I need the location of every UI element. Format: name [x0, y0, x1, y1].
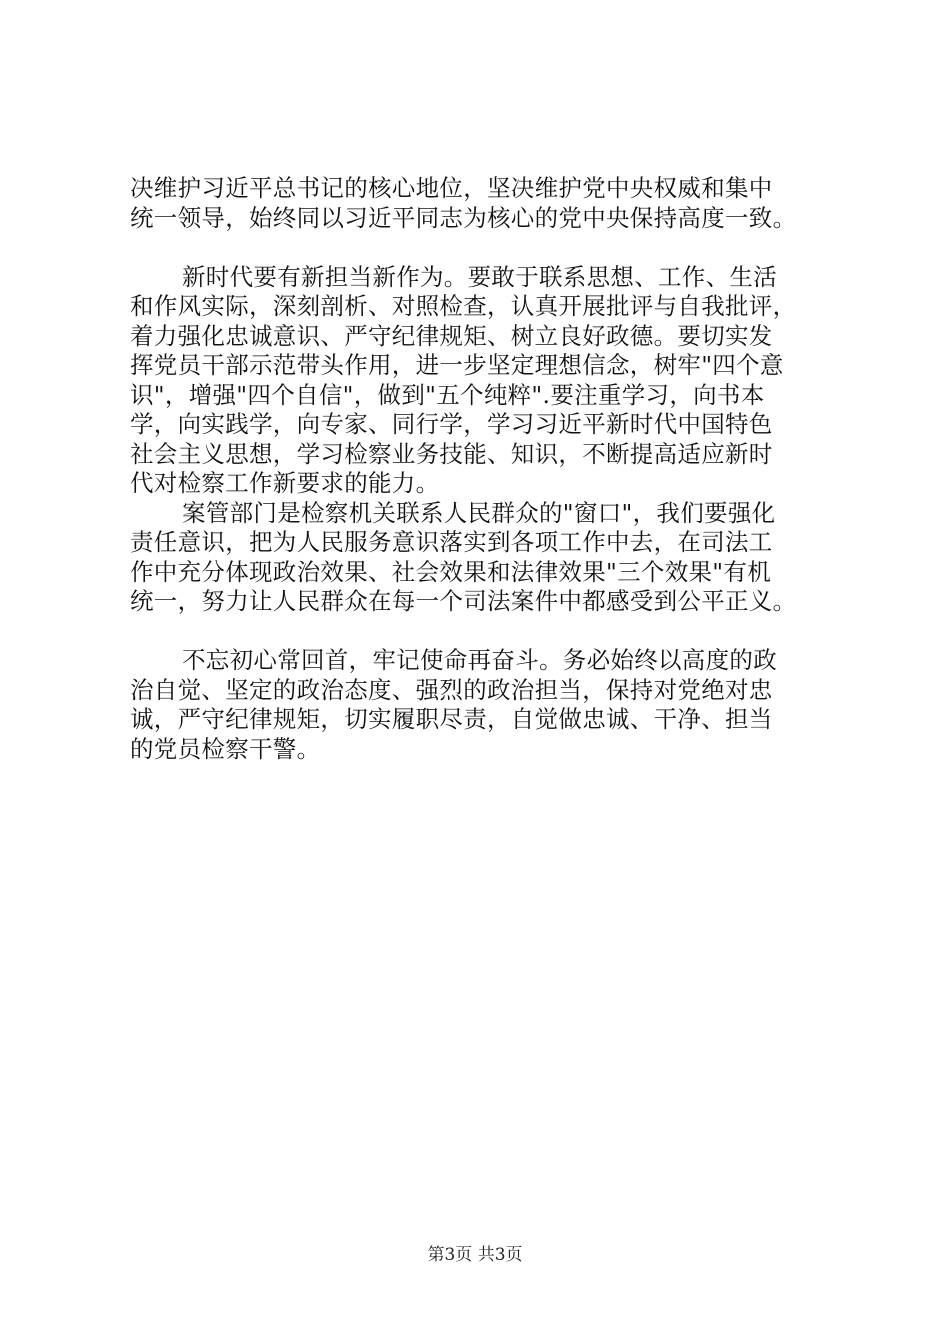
- paragraph-line: 决维护习近平总书记的核心地位，坚决维护党中央权威和集中: [130, 174, 773, 202]
- paragraph-line: 的党员检察干警。: [130, 734, 321, 763]
- paragraph-line: 挥党员干部示范带头作用，进一步坚定理想信念，树牢"四个意: [130, 351, 784, 379]
- paragraph-line: 责任意识，把为人民服务意识落实到各项工作中去，在司法工: [130, 528, 773, 556]
- paragraph-1: [130, 174, 846, 233]
- paragraph-line: 诚，严守纪律规矩，切实履职尽责，自觉做忠诚、干净、担当: [130, 705, 773, 733]
- page-number-label: 第3页 共3页: [427, 1245, 523, 1265]
- paragraph-line: 新时代要有新担当新作为。要敢于联系思想、工作、生活: [182, 262, 777, 291]
- paragraph-4: [130, 646, 846, 764]
- paragraph-line: 社会主义思想，学习检察业务技能、知识，不断提高适应新时: [130, 439, 773, 468]
- paragraph-line: 学，向实践学，向专家、同行学，学习习近平新时代中国特色: [130, 410, 773, 438]
- paragraph-line: 着力强化忠诚意识、严守纪律规矩、树立良好政德。要切实发: [130, 321, 773, 350]
- paragraph-line: 案管部门是检察机关联系人民群众的"窗口"，我们要强化: [182, 498, 776, 527]
- paragraph-2: [130, 263, 846, 499]
- paragraph-spacer: [130, 617, 846, 647]
- paragraph-line: 代对检察工作新要求的能力。: [130, 469, 440, 497]
- document-body: [130, 174, 846, 764]
- paragraph-3: [130, 499, 846, 617]
- paragraph-line: 不忘初心常回首，牢记使命再奋斗。务必始终以高度的政: [182, 646, 777, 674]
- paragraph-spacer: [130, 233, 846, 263]
- paragraph-line: 统一，努力让人民群众在每一个司法案件中都感受到公平正义。: [130, 587, 797, 615]
- paragraph-line: 和作风实际，深刻剖析、对照检查，认真开展批评与自我批评，: [130, 292, 797, 320]
- paragraph-line: 作中充分体现政治效果、社会效果和法律效果"三个效果"有机: [130, 557, 772, 586]
- page-footer: [0, 1244, 950, 1266]
- paragraph-line: 统一领导，始终同以习近平同志为核心的党中央保持高度一致。: [130, 203, 797, 232]
- paragraph-line: 识"，增强"四个自信"，做到"五个纯粹".要注重学习，向书本: [130, 380, 765, 409]
- paragraph-line: 治自觉、坚定的政治态度、强烈的政治担当，保持对党绝对忠: [130, 675, 773, 704]
